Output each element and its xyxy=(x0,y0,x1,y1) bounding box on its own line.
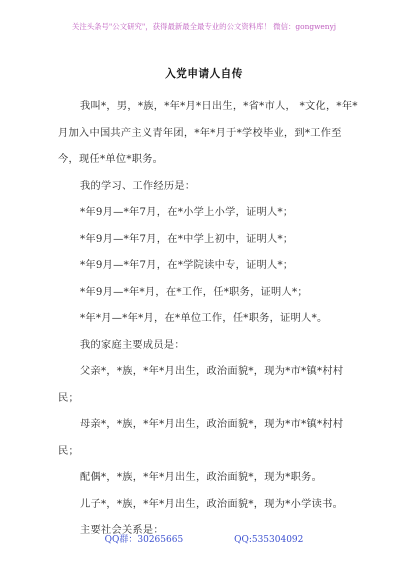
header-promo-note: 关注头条号"公文研究"，获得最新最全最专业的公文资料库！ 微信：gongwenyj xyxy=(71,22,337,31)
paragraph-experience-item: *年*月—*年*月，在*单位工作，任*职务，证明人*。 xyxy=(80,313,328,324)
paragraph-social-heading: 主要社会关系是： xyxy=(80,525,164,536)
document-title: 入党申请人自传 xyxy=(165,68,243,80)
paragraph-experience-heading: 我的学习、工作经历是： xyxy=(80,180,196,192)
paragraph-experience-item: *年9月—*年7月，在*学院读中专，证明人*； xyxy=(80,260,294,271)
paragraph-family-member: 父亲*，*族，*年*月出生，政治面貌*，现为*市*镇*村村民； xyxy=(58,366,344,404)
paragraph-family-member: 配偶*，*族，*年*月出生，政治面貌*，现为*职务。 xyxy=(80,472,323,483)
paragraph-family-member: 儿子*，*族，*年*月出生，政治面貌*，现为*小学读书。 xyxy=(80,498,344,510)
document-body xyxy=(58,94,358,545)
paragraph-family-heading: 我的家庭主要成员是： xyxy=(80,339,185,351)
paragraph-intro: 我叫*，男，*族，*年*月*日出生，*省*市人， *文化，*年*月加入中国共产主义青年团，*年*月于*学校毕业，到*工作至今，现任*单位*职务。 xyxy=(58,101,358,165)
paragraph-experience-item: *年9月—*年7月，在*中学上初中，证明人*； xyxy=(80,233,294,245)
paragraph-family-member: 母亲*，*族，*年*月出生，政治面貌*，现为*市*镇*村村民； xyxy=(58,419,344,457)
paragraph-experience-item: *年9月—*年7月，在*小学上小学，证明人*； xyxy=(80,207,294,218)
footer-qq-group: QQ群：30265665 xyxy=(104,535,184,545)
paragraph-experience-item: *年9月—*年*月，在*工作，任*职务，证明人*； xyxy=(80,286,308,298)
footer-qq: QQ:535304092 xyxy=(234,535,304,545)
footer-contact xyxy=(0,532,408,545)
